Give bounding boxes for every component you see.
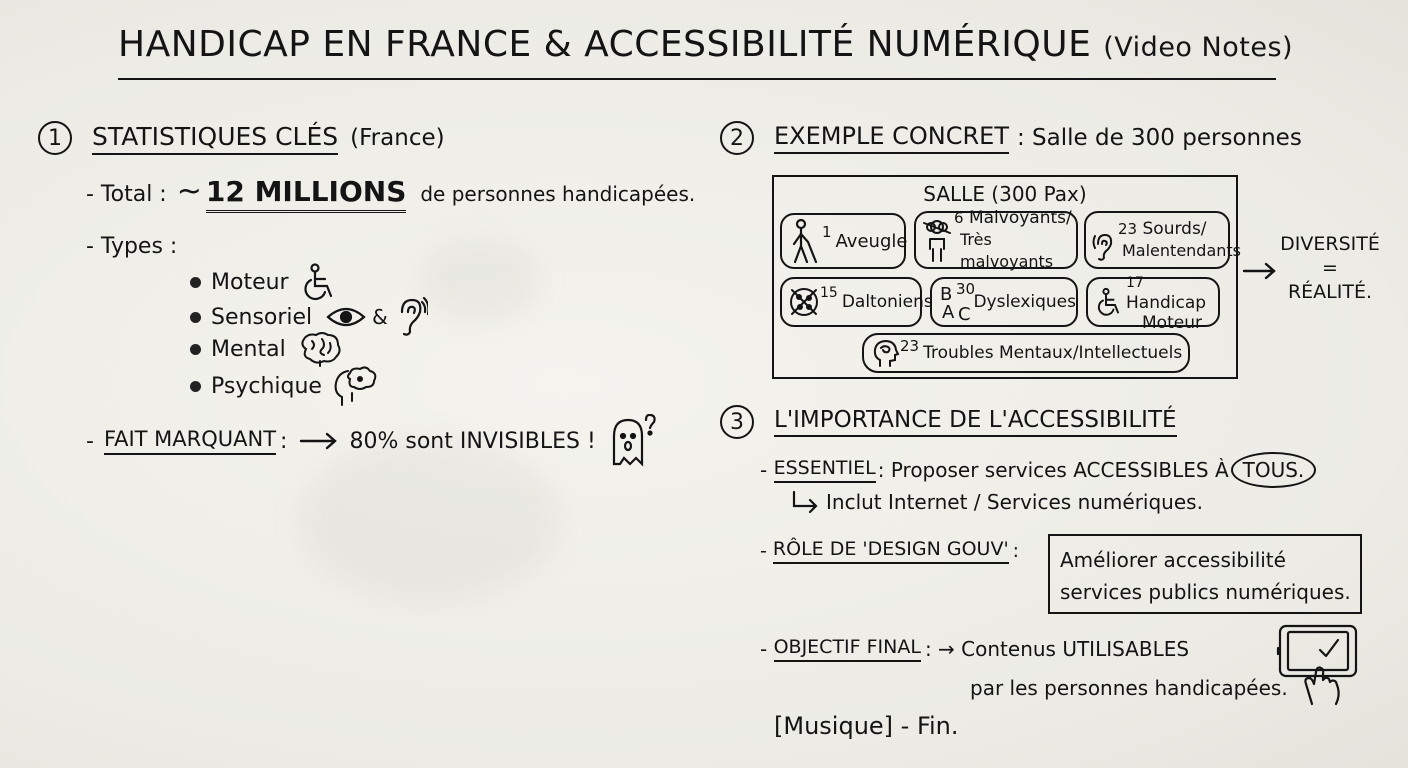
room-item-handicap-moteur <box>1086 274 1220 333</box>
dys-letter: A <box>942 302 955 323</box>
section1-heading <box>38 121 445 155</box>
item-count: 17 <box>1126 274 1144 291</box>
role-label: RÔLE DE 'DESIGN GOUV' <box>773 538 1009 564</box>
item-count: 23 <box>1118 220 1138 238</box>
room-title: SALLE (300 Pax) <box>923 182 1087 206</box>
bullet <box>190 312 201 323</box>
role-box-line2: services publics numériques. <box>1060 580 1351 604</box>
role-box-line1: Améliorer accessibilité <box>1060 548 1286 572</box>
bullet <box>190 344 201 355</box>
total-suffix: de personnes handicapées. <box>420 182 696 206</box>
section2-heading <box>720 121 1302 155</box>
essentiel-label: ESSENTIEL <box>774 457 876 483</box>
bullet <box>190 381 201 392</box>
type-label: Psychique <box>211 373 322 399</box>
conclusion-line2: RÉALITÉ. <box>1287 281 1373 303</box>
item-count: 15 <box>820 285 838 301</box>
dys-letter: B <box>940 284 953 305</box>
objectif-label: OBJECTIF FINAL <box>774 636 921 662</box>
item-label: Troubles Mentaux/Intellectuels <box>923 343 1183 363</box>
section3-title: L'IMPORTANCE DE L'ACCESSIBILITÉ <box>774 407 1177 437</box>
page-title-text: HANDICAP EN FRANCE & ACCESSIBILITÉ NUMÉRIQUE <box>118 24 1092 65</box>
fact-dash: - <box>86 428 94 454</box>
fact-label: FAIT MARQUANT <box>104 427 276 455</box>
item-label: Aveugle <box>835 230 908 252</box>
ending-text: [Musique] - Fin. <box>774 712 959 740</box>
dys-letter: C <box>958 304 971 325</box>
room-item-troubles-mentaux <box>862 333 1190 373</box>
essentiel-text: : Proposer services ACCESSIBLES À <box>877 458 1229 482</box>
type-label: Sensoriel <box>211 304 313 330</box>
head-cloud-icon <box>332 365 378 407</box>
item-label-2: Malentendants <box>1122 241 1242 260</box>
brain-icon <box>298 331 342 367</box>
total-line <box>86 174 695 213</box>
inclut-line <box>790 490 1203 514</box>
objectif-text-2: par les personnes handicapées. <box>970 676 1288 700</box>
page-title <box>118 24 1293 65</box>
fact-colon: : <box>280 428 288 454</box>
item-label: Handicap <box>1126 292 1207 313</box>
return-arrow-icon <box>790 490 820 514</box>
glasses-person-icon <box>922 217 952 263</box>
item-label-2: Très malvoyants <box>960 230 1054 271</box>
title-underline <box>118 78 1276 80</box>
fact-text: 80% sont INVISIBLES ! <box>349 428 596 454</box>
room-item-daltoniens <box>780 277 933 327</box>
conclusion-eq: = <box>1322 257 1338 279</box>
section1-title: STATISTIQUES CLÉS <box>92 122 338 155</box>
arrow-right-icon <box>299 431 339 451</box>
essentiel-circled: TOUS. <box>1231 452 1317 488</box>
type-item-mental <box>190 331 342 367</box>
sensoriel-amp: & <box>372 305 388 329</box>
ear-icon <box>394 296 428 338</box>
role-box <box>1048 534 1362 614</box>
conclusion <box>1276 232 1384 304</box>
page-title-suffix: (Video Notes) <box>1103 32 1294 63</box>
room-item-malvoyants <box>914 208 1078 271</box>
eye-icon <box>326 305 366 329</box>
fact-line <box>86 414 658 468</box>
type-item-psychique <box>190 365 378 407</box>
section1-title-suffix: (France) <box>350 125 445 151</box>
item-label-2: Moteur <box>1142 312 1202 333</box>
objectif-text: : → Contenus UTILISABLES <box>924 637 1190 661</box>
role-colon: : <box>1012 540 1020 562</box>
type-label: Mental <box>211 336 286 362</box>
item-count: 30 <box>956 280 976 298</box>
ghost-icon <box>608 414 658 468</box>
item-label: Malvoyants/ <box>968 208 1072 228</box>
essentiel-line: - ESSENTIEL : Proposer services ACCESSIBLES À TOUS. <box>760 452 1316 488</box>
item-label: Daltoniens <box>841 292 933 312</box>
room-item-dyslexiques <box>930 277 1078 327</box>
conclusion-line1: DIVERSITÉ <box>1280 233 1380 255</box>
section3-number: 3 <box>720 405 754 439</box>
total-value: 12 MILLIONS <box>206 175 407 213</box>
room-item-sourds <box>1084 211 1242 269</box>
blind-person-icon <box>788 218 818 264</box>
inclut-text: Inclut Internet / Services numériques. <box>826 490 1203 514</box>
total-label: - Total : <box>86 182 167 207</box>
section2-title: EXEMPLE CONCRET <box>774 122 1009 154</box>
item-count: 1 <box>822 223 832 241</box>
section1-number: 1 <box>38 121 72 155</box>
room-item-aveugle <box>780 213 906 269</box>
types-label: - Types : <box>86 234 178 259</box>
objectif-line: - OBJECTIF FINAL : → Contenus UTILISABLES <box>760 636 1190 661</box>
item-count: 6 <box>954 209 964 227</box>
colorblind-icon <box>788 286 820 318</box>
board-smudge <box>420 240 540 320</box>
section2-title-suffix: : Salle de 300 personnes <box>1016 125 1302 151</box>
item-count: 23 <box>900 337 920 355</box>
item-label: Dyslexiques <box>973 292 1076 312</box>
wheelchair-icon <box>1094 286 1124 318</box>
section3-heading <box>720 405 1177 439</box>
section2-number: 2 <box>720 121 754 155</box>
bullet <box>190 277 201 288</box>
total-tilde: ~ <box>176 174 202 209</box>
room-arrow-icon <box>1242 261 1278 285</box>
type-label: Moteur <box>211 269 289 295</box>
role-line: - RÔLE DE 'DESIGN GOUV' : <box>760 538 1020 562</box>
item-label: Sourds/ <box>1142 219 1207 239</box>
dyslexia-letters <box>940 280 976 325</box>
head-brain-icon <box>872 339 900 367</box>
touch-tablet-icon <box>1276 622 1362 710</box>
ear-icon <box>1092 232 1116 262</box>
